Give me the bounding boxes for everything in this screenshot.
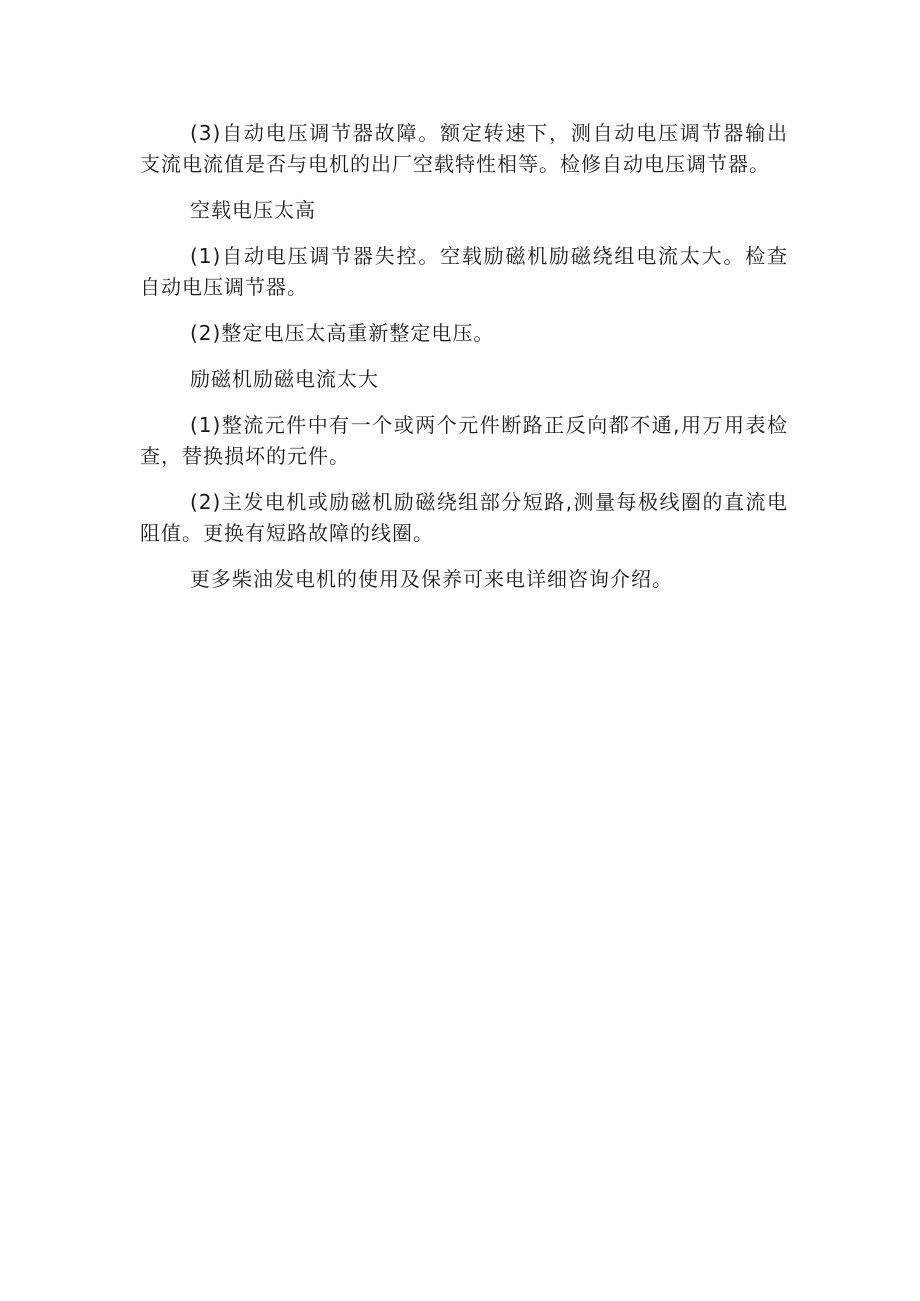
document-body [140, 118, 788, 610]
section-heading-no-load-voltage-high: 空载电压太高 [190, 198, 316, 222]
fault-item-3-avr-fault: (3)自动电压调节器故障。额定转速下，测自动电压调节器输出支流电流值是否与电机的出厂空载特性相等。检修自动电压调节器。 [140, 121, 788, 176]
closing-note: 更多柴油发电机的使用及保养可来电详细咨询介绍。 [190, 567, 673, 591]
fault-item-2-setting-voltage-high: (2)整定电压太高重新整定电压。 [190, 321, 495, 345]
fault-item-1-rectifier-open: (1)整流元件中有一个或两个元件断路正反向都不通,用万用表检查，替换损坏的元件。 [140, 413, 788, 468]
fault-item-1-avr-out-of-control: (1)自动电压调节器失控。空载励磁机励磁绕组电流太大。检查自动电压调节器。 [140, 244, 788, 299]
fault-item-2-winding-short: (2)主发电机或励磁机励磁绕组部分短路,测量每极线圈的直流电阻值。更换有短路故障的线圈。 [140, 490, 788, 545]
section-heading-exciter-current-high: 励磁机励磁电流太大 [190, 367, 379, 391]
